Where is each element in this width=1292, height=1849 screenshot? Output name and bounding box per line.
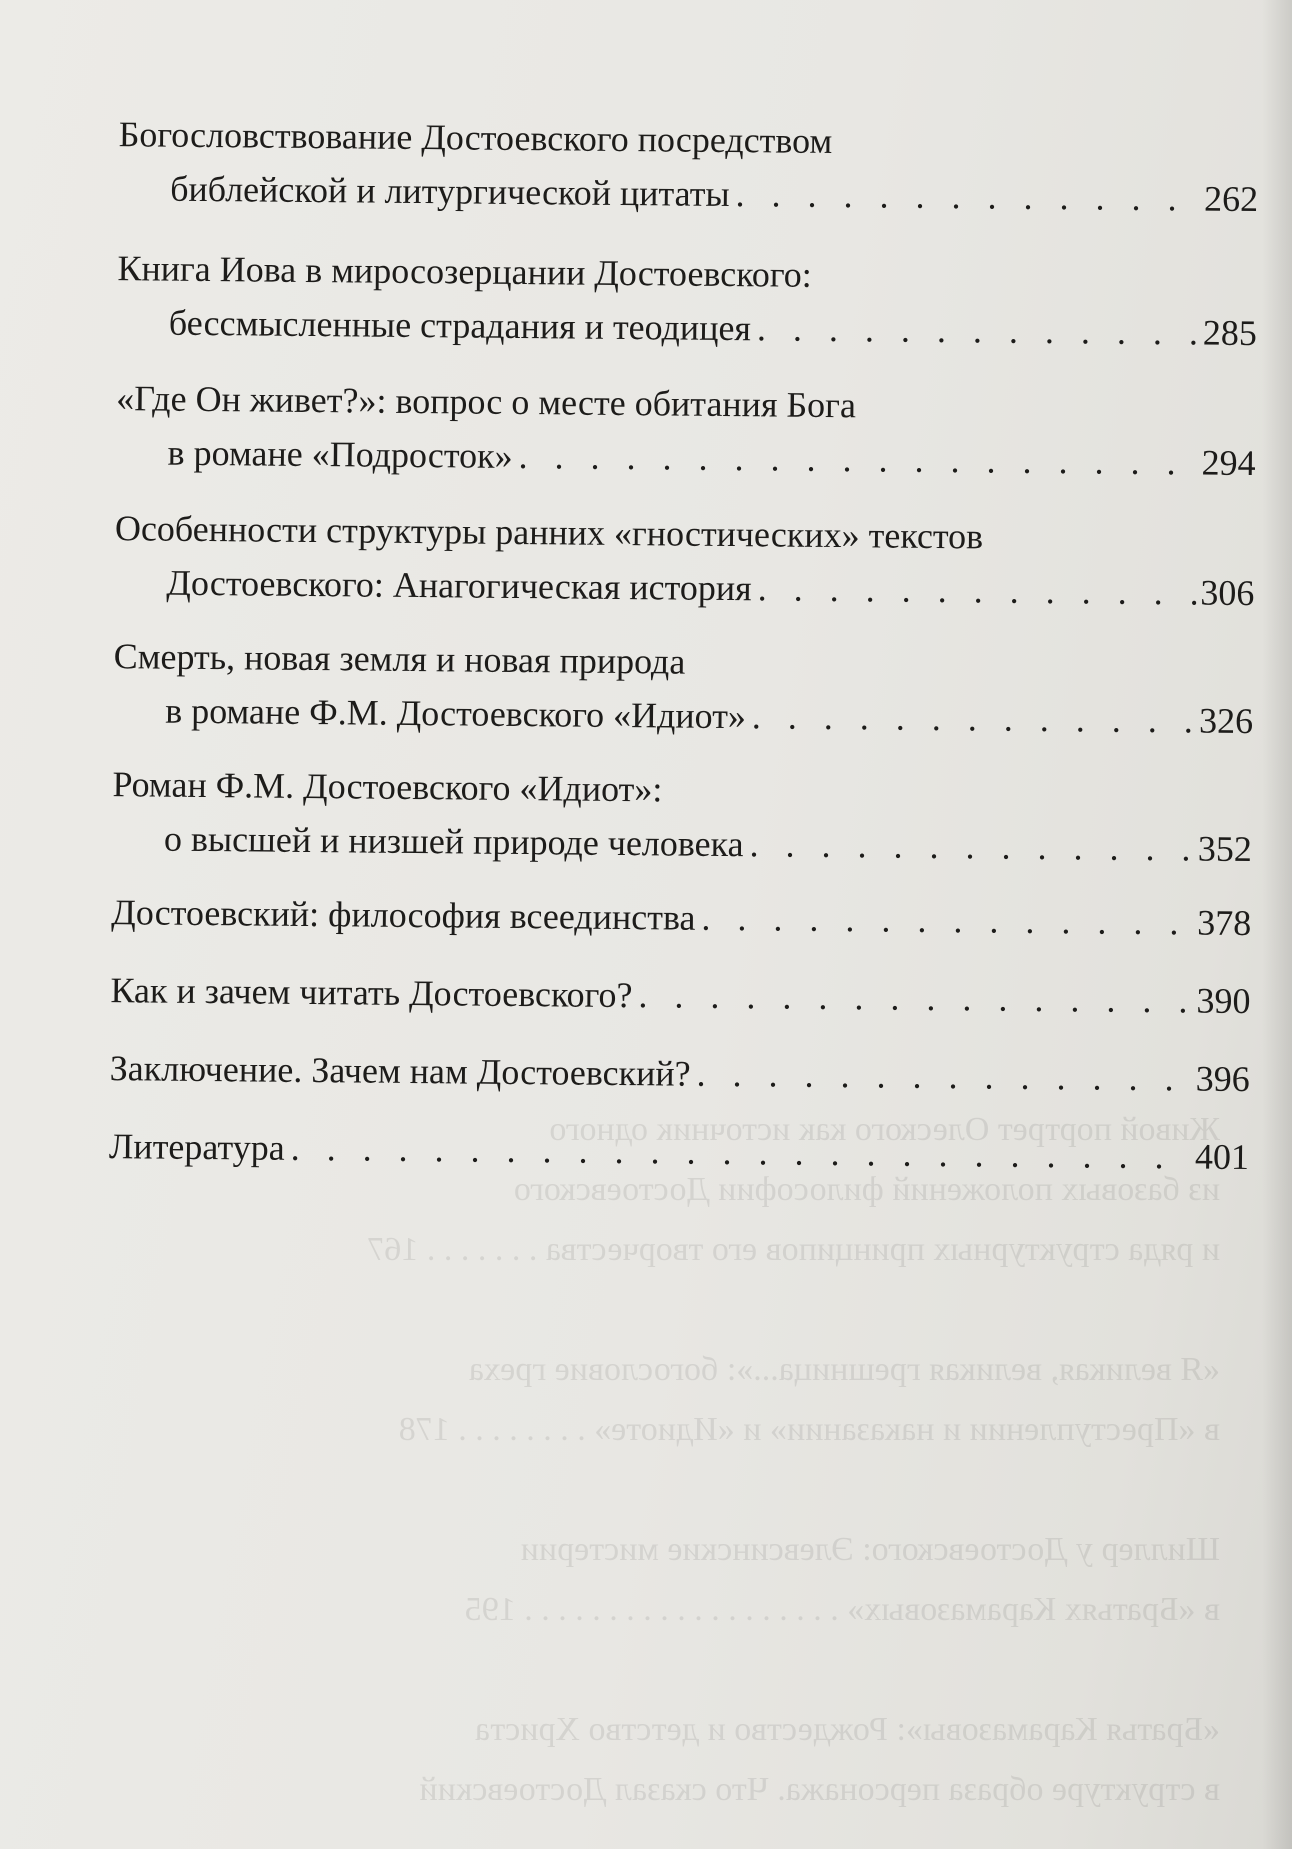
toc-entry (114, 501, 1255, 620)
toc-entry-title: Достоевский: философия всеединства (111, 892, 696, 938)
toc-entry-title-continuation: бессмысленные страдания и теодицея (168, 302, 752, 349)
leader-dots (749, 817, 1194, 875)
toc-entry (112, 757, 1253, 876)
toc-entry-title: Роман Ф.М. Достоевского «Идиот»: (112, 764, 663, 810)
toc-entry-title: Литература (108, 1126, 285, 1168)
leader-dots (701, 891, 1193, 950)
toc-entry-title: Богословствование Достоевского посредством (118, 114, 833, 161)
toc-entry-title: Заключение. Зачем нам Достоевский? (109, 1048, 691, 1094)
page-number: 294 (1201, 442, 1256, 484)
toc-entry (113, 629, 1254, 748)
toc-entry (118, 107, 1259, 226)
toc-entry (117, 241, 1258, 360)
toc-entry (111, 885, 1251, 950)
leader-dots (696, 1047, 1192, 1106)
toc-entry-title-continuation: о высшей и низшей природе человека (163, 818, 744, 865)
toc-entry-title-continuation: в романе «Подросток» (167, 432, 513, 476)
toc-entry (109, 1119, 1249, 1184)
toc-entry-title: Книга Иова в миросозерцании Достоевского: (117, 248, 812, 295)
toc-entry-title: Смерть, новая земля и новая природа (113, 636, 686, 682)
toc-entry-title: «Где Он живет?»: вопрос о месте обитания Бога (115, 378, 857, 426)
toc-entry-title: Особенности структуры ранних «гностических» текстов (114, 508, 984, 557)
page-shadow (1262, 0, 1292, 1849)
toc-entry-title-continuation: в романе Ф.М. Достоевского «Идиот» (164, 690, 747, 737)
leader-dots (757, 561, 1196, 619)
leader-dots (757, 301, 1199, 359)
page-number: 390 (1196, 980, 1251, 1022)
toc-entry (110, 963, 1250, 1028)
toc-entry (109, 1041, 1249, 1106)
page-number: 285 (1202, 312, 1258, 354)
page-number: 262 (1203, 178, 1259, 220)
leader-dots (752, 689, 1196, 747)
leader-dots (735, 167, 1200, 225)
toc-entry-title-continuation: библейской и литургической цитаты (170, 168, 730, 215)
page-number: 401 (1194, 1136, 1250, 1178)
leader-dots (518, 429, 1198, 490)
toc-entry-title-continuation: Достоевского: Анагогическая история (166, 562, 752, 609)
toc-entry (115, 371, 1256, 490)
page-number: 352 (1197, 828, 1253, 870)
page-number: 326 (1198, 700, 1254, 742)
leader-dots (290, 1121, 1191, 1184)
show-through-text: Живой портрет Олеского как источник одного из базовых положений философии Достоевского и ряда структурных принципов его творчества . . . . . . . 167 «Я великая, великая грешница...»: богословие греха в «Преступлении и наказании» и «Идиоте» . . . . . . . . 178 Шиллер у Достоевского: Элевсинские мистерии в «Братьях Карамазовых» . . . . . . . . . . . . . . . . . . . 195 «Братья Карамазовы»: Рождество и детство Христа в структуре образа персонажа. Что сказал Достоевский (367, 1111, 1220, 1808)
page-number: 306 (1200, 572, 1255, 614)
leader-dots (638, 968, 1192, 1027)
page-number: 396 (1195, 1058, 1250, 1100)
toc-entry-title: Как и зачем читать Достоевского? (110, 970, 633, 1016)
page-number: 378 (1197, 902, 1252, 944)
